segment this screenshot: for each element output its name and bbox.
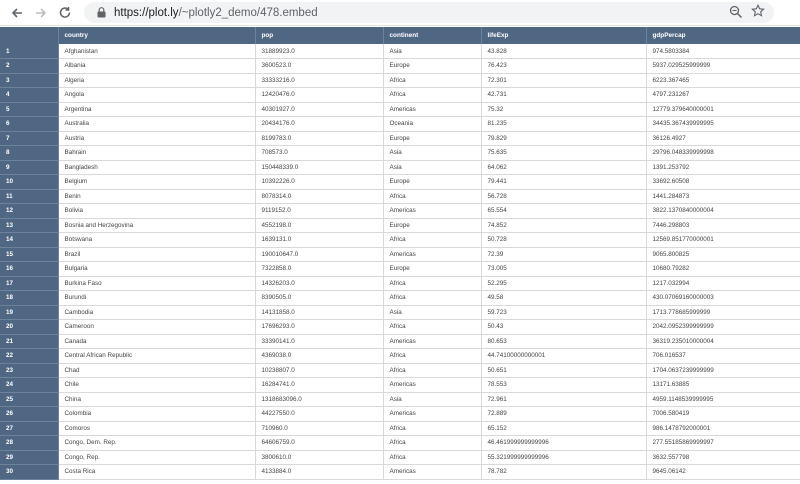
table-row	[0, 131, 800, 146]
cell-lifeexp: 72.301	[481, 73, 646, 88]
cell-pop: 16284741.0	[255, 378, 383, 393]
cell-pop: 33390141.0	[255, 334, 383, 349]
table-body	[0, 44, 800, 479]
cell-continent: Americas	[383, 407, 481, 422]
browser-toolbar	[0, 0, 800, 26]
cell-continent: Asia	[383, 305, 481, 320]
cell-gdppercap: 36319.235010000004	[646, 334, 800, 349]
cell-lifeexp: 79.441	[481, 175, 646, 190]
column-header-continent[interactable]: continent	[383, 27, 481, 44]
row-index: 8	[0, 146, 58, 161]
cell-lifeexp: 43.828	[481, 44, 646, 59]
cell-lifeexp: 72.889	[481, 407, 646, 422]
row-index: 7	[0, 131, 58, 146]
cell-continent: Europe	[383, 59, 481, 74]
table-row	[0, 160, 800, 175]
cell-lifeexp: 73.005	[481, 262, 646, 277]
cell-lifeexp: 42.731	[481, 88, 646, 103]
cell-continent: Africa	[383, 450, 481, 465]
cell-gdppercap: 34435.367439999995	[646, 117, 800, 132]
cell-gdppercap: 277.55185869999997	[646, 436, 800, 451]
table-row	[0, 392, 800, 407]
cell-continent: Americas	[383, 247, 481, 262]
cell-gdppercap: 1441.284873	[646, 189, 800, 204]
cell-pop: 1639131.0	[255, 233, 383, 248]
column-header-lifeexp[interactable]: lifeExp	[481, 27, 646, 44]
cell-country: Comoros	[58, 421, 255, 436]
cell-country: Cambodia	[58, 305, 255, 320]
cell-pop: 33333216.0	[255, 73, 383, 88]
cell-continent: Americas	[383, 204, 481, 219]
cell-lifeexp: 44.74100000000001	[481, 349, 646, 364]
cell-lifeexp: 46.461999999999996	[481, 436, 646, 451]
cell-gdppercap: 4959.1148539999995	[646, 392, 800, 407]
table-row	[0, 233, 800, 248]
index-header	[0, 27, 58, 44]
row-index: 30	[0, 465, 58, 480]
cell-lifeexp: 49.58	[481, 291, 646, 306]
row-index: 6	[0, 117, 58, 132]
row-index: 21	[0, 334, 58, 349]
cell-country: Burkina Faso	[58, 276, 255, 291]
cell-continent: Americas	[383, 102, 481, 117]
cell-lifeexp: 65.152	[481, 421, 646, 436]
cell-pop: 190010647.0	[255, 247, 383, 262]
cell-gdppercap: 12779.379640000001	[646, 102, 800, 117]
cell-gdppercap: 3822.1370840000004	[646, 204, 800, 219]
table-row	[0, 175, 800, 190]
cell-continent: Africa	[383, 421, 481, 436]
cell-lifeexp: 79.829	[481, 131, 646, 146]
cell-pop: 10392226.0	[255, 175, 383, 190]
address-bar[interactable]	[84, 2, 774, 23]
cell-pop: 40301927.0	[255, 102, 383, 117]
cell-pop: 4133884.0	[255, 465, 383, 480]
table-row	[0, 334, 800, 349]
cell-gdppercap: 2042.0952399999999	[646, 320, 800, 335]
cell-country: Cameroon	[58, 320, 255, 335]
url-host: https://plot.ly	[114, 6, 179, 19]
cell-pop: 708573.0	[255, 146, 383, 161]
cell-country: Afghanistan	[58, 44, 255, 59]
cell-country: Bangladesh	[58, 160, 255, 175]
table-row	[0, 102, 800, 117]
cell-country: Austria	[58, 131, 255, 146]
cell-country: Botswana	[58, 233, 255, 248]
row-index: 19	[0, 305, 58, 320]
cell-continent: Europe	[383, 175, 481, 190]
row-index: 28	[0, 436, 58, 451]
cell-lifeexp: 55.321999999999996	[481, 450, 646, 465]
cell-lifeexp: 74.852	[481, 218, 646, 233]
cell-continent: Africa	[383, 320, 481, 335]
table-row	[0, 363, 800, 378]
table-header-row	[0, 27, 800, 44]
table-row	[0, 204, 800, 219]
cell-gdppercap: 9645.06142	[646, 465, 800, 480]
cell-pop: 8390505.0	[255, 291, 383, 306]
cell-country: Central African Republic	[58, 349, 255, 364]
cell-gdppercap: 7006.580419	[646, 407, 800, 422]
row-index: 1	[0, 44, 58, 59]
row-index: 24	[0, 378, 58, 393]
cell-continent: Americas	[383, 378, 481, 393]
table-row	[0, 465, 800, 480]
row-index: 13	[0, 218, 58, 233]
cell-pop: 64606759.0	[255, 436, 383, 451]
row-index: 5	[0, 102, 58, 117]
cell-pop: 14131858.0	[255, 305, 383, 320]
cell-continent: Africa	[383, 363, 481, 378]
row-index: 23	[0, 363, 58, 378]
row-index: 4	[0, 88, 58, 103]
row-index: 17	[0, 276, 58, 291]
reload-icon[interactable]	[54, 2, 76, 24]
cell-pop: 4552198.0	[255, 218, 383, 233]
cell-pop: 10238807.0	[255, 363, 383, 378]
cell-pop: 9119152.0	[255, 204, 383, 219]
cell-pop: 14326203.0	[255, 276, 383, 291]
cell-lifeexp: 75.32	[481, 102, 646, 117]
row-index: 10	[0, 175, 58, 190]
table-row	[0, 117, 800, 132]
cell-country: Benin	[58, 189, 255, 204]
cell-gdppercap: 3632.557798	[646, 450, 800, 465]
row-index: 14	[0, 233, 58, 248]
cell-pop: 8078314.0	[255, 189, 383, 204]
cell-country: Australia	[58, 117, 255, 132]
cell-pop: 31889923.0	[255, 44, 383, 59]
cell-continent: Africa	[383, 291, 481, 306]
cell-continent: Europe	[383, 131, 481, 146]
cell-country: Congo, Dem. Rep.	[58, 436, 255, 451]
cell-continent: Asia	[383, 44, 481, 59]
row-index: 26	[0, 407, 58, 422]
cell-lifeexp: 72.961	[481, 392, 646, 407]
table-row	[0, 407, 800, 422]
row-index: 20	[0, 320, 58, 335]
row-index: 25	[0, 392, 58, 407]
row-index: 11	[0, 189, 58, 204]
cell-continent: Africa	[383, 189, 481, 204]
row-index: 15	[0, 247, 58, 262]
cell-gdppercap: 5937.029525999999	[646, 59, 800, 74]
bookmark-star-icon[interactable]	[751, 4, 766, 19]
cell-country: Colombia	[58, 407, 255, 422]
cell-gdppercap: 4797.231267	[646, 88, 800, 103]
row-index: 12	[0, 204, 58, 219]
cell-gdppercap: 986.1478792000001	[646, 421, 800, 436]
cell-lifeexp: 52.295	[481, 276, 646, 291]
cell-country: Bahrain	[58, 146, 255, 161]
cell-lifeexp: 78.553	[481, 378, 646, 393]
cell-continent: Europe	[383, 218, 481, 233]
table-row	[0, 450, 800, 465]
cell-lifeexp: 80.653	[481, 334, 646, 349]
table-row	[0, 291, 800, 306]
cell-country: China	[58, 392, 255, 407]
row-index: 27	[0, 421, 58, 436]
cell-lifeexp: 50.728	[481, 233, 646, 248]
cell-gdppercap: 1391.253792	[646, 160, 800, 175]
cell-lifeexp: 59.723	[481, 305, 646, 320]
table-row	[0, 189, 800, 204]
cell-country: Bulgaria	[58, 262, 255, 277]
cell-lifeexp: 65.554	[481, 204, 646, 219]
cell-continent: Americas	[383, 465, 481, 480]
cell-country: Brazil	[58, 247, 255, 262]
cell-country: Bolivia	[58, 204, 255, 219]
cell-lifeexp: 72.39	[481, 247, 646, 262]
cell-country: Argentina	[58, 102, 255, 117]
column-header-gdppercap[interactable]: gdpPercap	[646, 27, 800, 44]
cell-country: Chile	[58, 378, 255, 393]
cell-country: Belgium	[58, 175, 255, 190]
cell-continent: Oceania	[383, 117, 481, 132]
table-row	[0, 305, 800, 320]
cell-gdppercap: 7446.298803	[646, 218, 800, 233]
row-index: 22	[0, 349, 58, 364]
table-row	[0, 73, 800, 88]
cell-continent: Asia	[383, 160, 481, 175]
cell-country: Congo, Rep.	[58, 450, 255, 465]
cell-pop: 12420476.0	[255, 88, 383, 103]
table-row	[0, 88, 800, 103]
data-table-container	[0, 27, 800, 484]
table-row	[0, 276, 800, 291]
table-row	[0, 349, 800, 364]
cell-gdppercap: 974.5803384	[646, 44, 800, 59]
cell-gdppercap: 1217.032994	[646, 276, 800, 291]
cell-country: Bosnia and Herzegovina	[58, 218, 255, 233]
row-index: 29	[0, 450, 58, 465]
cell-pop: 20434176.0	[255, 117, 383, 132]
cell-lifeexp: 78.782	[481, 465, 646, 480]
cell-country: Burundi	[58, 291, 255, 306]
cell-lifeexp: 64.062	[481, 160, 646, 175]
cell-pop: 1318683096.0	[255, 392, 383, 407]
table-row	[0, 247, 800, 262]
cell-country: Chad	[58, 363, 255, 378]
cell-continent: Asia	[383, 392, 481, 407]
url-text[interactable]	[114, 7, 318, 19]
cell-continent: Africa	[383, 88, 481, 103]
row-index: 16	[0, 262, 58, 277]
cell-gdppercap: 9065.800825	[646, 247, 800, 262]
lock-icon	[94, 6, 108, 20]
cell-lifeexp: 81.235	[481, 117, 646, 132]
cell-gdppercap: 1713.778685999999	[646, 305, 800, 320]
cell-country: Albania	[58, 59, 255, 74]
row-index: 9	[0, 160, 58, 175]
table-row	[0, 218, 800, 233]
cell-pop: 3600523.0	[255, 59, 383, 74]
cell-lifeexp: 75.635	[481, 146, 646, 161]
table-row	[0, 146, 800, 161]
cell-pop: 3800610.0	[255, 450, 383, 465]
table-row	[0, 436, 800, 451]
table-row	[0, 421, 800, 436]
table-row	[0, 262, 800, 277]
table-row	[0, 378, 800, 393]
cell-gdppercap: 29796.048339999998	[646, 146, 800, 161]
cell-continent: Americas	[383, 334, 481, 349]
forward-arrow-icon[interactable]	[30, 2, 52, 24]
cell-country: Canada	[58, 334, 255, 349]
cell-continent: Africa	[383, 436, 481, 451]
data-table	[0, 27, 800, 480]
cell-continent: Europe	[383, 262, 481, 277]
cell-pop: 150448339.0	[255, 160, 383, 175]
row-index: 3	[0, 73, 58, 88]
cell-gdppercap: 6223.367465	[646, 73, 800, 88]
cell-country: Algeria	[58, 73, 255, 88]
cell-lifeexp: 56.728	[481, 189, 646, 204]
cell-gdppercap: 430.07069160000003	[646, 291, 800, 306]
cell-gdppercap: 12569.851770000001	[646, 233, 800, 248]
zoom-icon[interactable]	[729, 5, 744, 20]
cell-pop: 7322858.0	[255, 262, 383, 277]
cell-pop: 4369038.0	[255, 349, 383, 364]
table-row	[0, 44, 800, 59]
cell-country: Costa Rica	[58, 465, 255, 480]
cell-lifeexp: 50.43	[481, 320, 646, 335]
cell-continent: Africa	[383, 233, 481, 248]
cell-gdppercap: 1704.0637239999999	[646, 363, 800, 378]
cell-pop: 17696293.0	[255, 320, 383, 335]
cell-continent: Asia	[383, 146, 481, 161]
cell-pop: 710960.0	[255, 421, 383, 436]
table-row	[0, 320, 800, 335]
table-row	[0, 59, 800, 74]
cell-continent: Africa	[383, 73, 481, 88]
cell-gdppercap: 13171.63885	[646, 378, 800, 393]
row-index: 18	[0, 291, 58, 306]
cell-gdppercap: 36126.4927	[646, 131, 800, 146]
cell-country: Angola	[58, 88, 255, 103]
cell-gdppercap: 706.016537	[646, 349, 800, 364]
back-arrow-icon[interactable]	[6, 2, 28, 24]
cell-gdppercap: 10680.79282	[646, 262, 800, 277]
cell-continent: Africa	[383, 276, 481, 291]
cell-lifeexp: 50.651	[481, 363, 646, 378]
cell-lifeexp: 76.423	[481, 59, 646, 74]
cell-pop: 44227550.0	[255, 407, 383, 422]
column-header-country[interactable]: country	[58, 27, 255, 44]
row-index: 2	[0, 59, 58, 74]
column-header-pop[interactable]: pop	[255, 27, 383, 44]
cell-continent: Africa	[383, 349, 481, 364]
url-path: /~plotly2_demo/478.embed	[178, 6, 318, 19]
cell-pop: 8199783.0	[255, 131, 383, 146]
cell-gdppercap: 33692.60508	[646, 175, 800, 190]
